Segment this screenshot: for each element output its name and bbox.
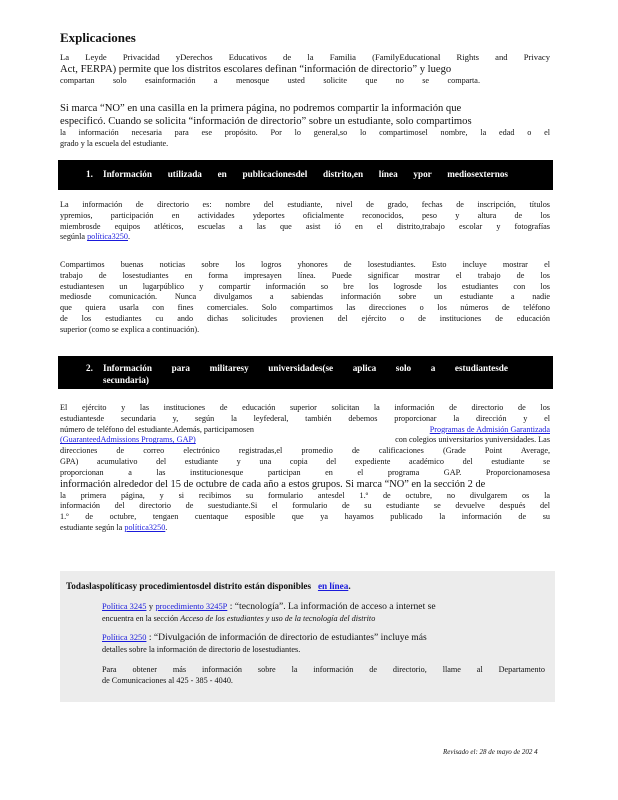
text-line: ypremios, participación en actividades ydeportes oficialmente reconocidos, peso y altura de los xyxy=(60,210,550,220)
text-fragment: . xyxy=(165,522,168,532)
text-line: mediosde comunicación. Nunca divulgamos a sabiendas información sobre un estudiante a nadie xyxy=(60,292,550,302)
text-line: GPA) acumulativo del estudiante y una copia del expediente académico del estudiante se xyxy=(60,456,550,466)
online-policies-link[interactable]: en línea xyxy=(317,581,349,591)
text-line: La información de directorio es: nombre del estudiante, nivel de grado, fechas de inscripción, títulos xyxy=(60,200,550,209)
section-1-number: 1. xyxy=(86,169,93,179)
section-1-heading: Información utilizada en publicacionesdel distrito,en línea ypor mediosexternos xyxy=(103,169,508,179)
intro-line: especificó. Cuando se solicita “información de directorio” sobre un estudiante, solo compartimos xyxy=(60,115,472,127)
section-1-paragraph-1 xyxy=(60,200,550,243)
text-line: trabajo de losestudiantes en forma impresayen línea. Puede significar mostrar el trabajo de los xyxy=(60,270,550,280)
text-fragment: : “tecnología”. La información de acceso a internet se xyxy=(229,601,436,612)
gap-programs-link[interactable]: Programas de Admisión Garantizada xyxy=(429,424,550,434)
revision-date: Revisado el: 28 de mayo de 202 4 xyxy=(443,748,538,756)
text-line: miembrosde equipos atléticos, escuelas a las que asist ió en el distrito,trabajo escolar y fotografías xyxy=(60,221,550,231)
box-bullet-2 xyxy=(85,632,545,656)
text-line: El ejército y las instituciones de educación superior solicitan la información de directorio de los xyxy=(60,403,550,412)
text-fragment: : “Divulgación de información de directorio de estudiantes” incluye más xyxy=(148,632,427,643)
section-2-paragraph xyxy=(60,403,550,534)
intro-line: Act, FERPA) permite que los distritos escolares definan “información de directorio” y luego xyxy=(60,64,452,75)
text-line: estudiantesen un lugarpúblico y compartir información so bre los logrosde los estudiantes con los xyxy=(60,281,550,291)
intro-paragraph-1 xyxy=(60,52,550,87)
text-line: que quiera usarla con fines comerciales. Solo compartimos las direcciones o los números de teléfono xyxy=(60,303,550,313)
intro-paragraph-2 xyxy=(60,103,550,150)
text-fragment: y xyxy=(148,602,154,611)
section-2-heading-bar xyxy=(58,356,553,389)
policy-3250-link[interactable]: política3250 xyxy=(87,232,128,242)
section-2-heading-cont: secundaria) xyxy=(103,375,149,385)
intro-line: La Leyde Privacidad yDerechos Educativos de la Familia (FamilyEducational Rights and Privacy xyxy=(60,52,550,62)
text-line: estudiantesde secundaria y, según la leyfederal, también debemos proporcionar la dirección y el xyxy=(60,413,550,423)
text-fragment: encuentra en la sección xyxy=(102,614,179,623)
intro-line: la información necesaria para ese propósito. Por lo general,so lo compartimosel nombre, la edad o el xyxy=(60,128,550,137)
procedure-3245p-link[interactable]: procedimiento 3245P xyxy=(155,602,228,611)
text-line: superior (como se explica a continuación). xyxy=(60,324,200,334)
text-line: la primera página, y si recibimos su formulario antesdel 1.º de octubre, no divulgarem os la xyxy=(60,490,550,500)
box-heading xyxy=(66,581,351,591)
text-line: de los estudiantes cu ando dichas solicitudes provienen del ejército o de instituciones de educación xyxy=(60,313,550,323)
section-1-heading-bar xyxy=(58,160,553,190)
text-line: proporcionan a las institucionesque participan en el programa GAP. Proporcionamosesa xyxy=(60,467,550,477)
intro-line: grado y la escuela del estudiante. xyxy=(60,138,169,148)
text-line: información alrededor del 15 de octubre de cada año a estos grupos. Si marca “NO” en la sección 2 de xyxy=(60,478,486,490)
text-fragment: estudiante según la xyxy=(60,522,123,532)
text-fragment: . xyxy=(128,232,131,242)
text-fragment: segúnla xyxy=(60,232,86,242)
box-bullet-1 xyxy=(85,601,545,625)
box-bullet-3 xyxy=(85,664,545,688)
section-2-heading: Información para militaresy universidades(se aplica solo a estudiantesde xyxy=(103,363,508,373)
text-fragment: Para obtener más información sobre la información de directorio, llame al Departamento xyxy=(102,665,545,674)
text-line: información del directorio de suestudiante.Si el formulario de su estudiante se devuelve después del xyxy=(60,501,550,511)
box-heading-end: . xyxy=(348,581,351,591)
policies-info-box xyxy=(60,571,555,702)
text-line: 1.º de octubre, tengaen cuentaque esposible que ya hayamos publicado la información de su xyxy=(60,512,550,522)
text-fragment: Acceso de los estudiantes y uso de la tecnología del distrito xyxy=(180,614,376,623)
text-fragment: con colegios universitarios yuniversidades. Las xyxy=(395,435,550,445)
policy-3245-link[interactable]: Política 3245 xyxy=(102,602,147,611)
gap-programs-link-cont[interactable]: (GuaranteedAdmissions Programs, GAP) xyxy=(60,435,196,445)
text-line: direcciones de correo electrónico registradas,el promedio de calificaciones (Grade Point Average, xyxy=(60,446,550,456)
section-2-number: 2. xyxy=(86,363,93,373)
policy-3250-link-2[interactable]: política3250 xyxy=(124,522,166,532)
intro-line: compartan solo esainformación a menosque usted solicite que no se comparta. xyxy=(60,76,480,85)
text-line: Compartimos buenas noticias sobre los logros yhonores de losestudiantes. Esto incluye mostrar el xyxy=(60,260,550,269)
text-fragment: detalles sobre la información de directorio de losestudiantes. xyxy=(102,645,301,654)
text-fragment: número de teléfono del estudiante.Además, participamosen xyxy=(60,424,254,434)
intro-line: Si marca “NO” en una casilla en la primera página, no podremos compartir la información que xyxy=(60,103,462,114)
box-heading-text: Todaslaspolíticasy procedimientosdel distrito están disponibles xyxy=(66,581,312,591)
page-title: Explicaciones xyxy=(60,30,136,45)
section-1-paragraph-2 xyxy=(60,260,550,336)
policy-3250-link-3[interactable]: Política 3250 xyxy=(102,633,147,642)
text-fragment: de Comunicaciones al 425 - 385 - 4040. xyxy=(102,675,233,685)
